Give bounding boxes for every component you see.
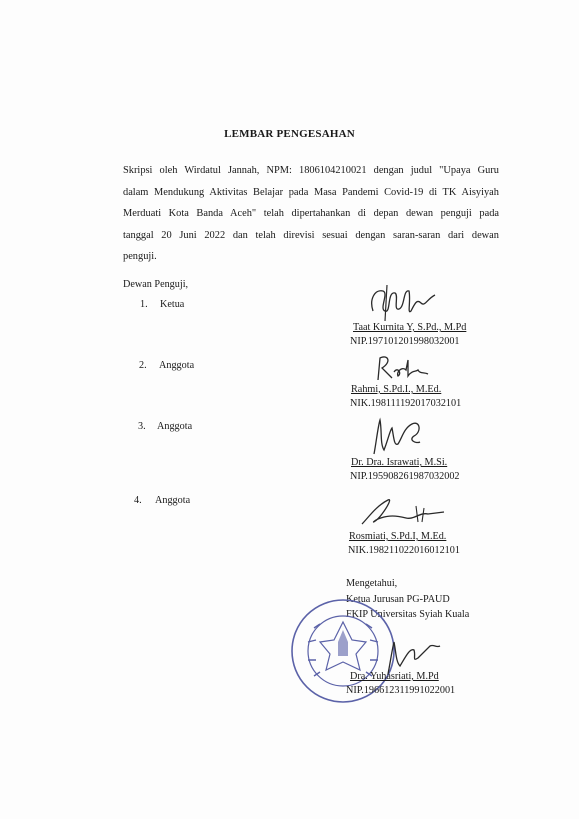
examiner-id: NIP.197101201998032001 [350, 336, 460, 347]
signature-3 [368, 414, 428, 458]
examiner-id: NIP.195908261987032002 [350, 471, 460, 482]
examiner-role: Ketua [160, 299, 185, 310]
paragraph-line: penguji. [123, 251, 157, 262]
approval-label: Mengetahui, [346, 578, 398, 589]
paragraph-line: dalam Mendukung Aktivitas Belajar pada Masa Pandemi Covid-19 di TK Aisyiyah [123, 186, 499, 198]
examiner-role: Anggota [157, 421, 193, 432]
paragraph-line: Merduati Kota Banda Aceh" telah dipertahankan di depan dewan penguji pada [123, 208, 499, 219]
examiner-id: NIK.198211022016012101 [348, 545, 460, 556]
approval-id: NIP.196612311991022001 [346, 685, 456, 696]
examiner-role: Anggota [159, 360, 195, 371]
approval-faculty: FKIP Universitas Syiah Kuala [346, 609, 470, 620]
examiner-name: Dr. Dra. Israwati, M.Si. [351, 457, 448, 468]
examiners-label: Dewan Penguji, [123, 279, 189, 290]
signature-2 [372, 352, 432, 384]
signature-1 [365, 281, 445, 326]
paragraph-line: tanggal 20 Juni 2022 dan telah direvisi sesuai dengan saran-saran dari dewan [123, 229, 499, 241]
examiner-role: Anggota [155, 495, 191, 506]
document-title: LEMBAR PENGESAHAN [224, 128, 355, 140]
examiner-number: 1. [140, 299, 148, 310]
examiner-name: Rahmi, S.Pd.I., M.Ed. [351, 384, 442, 395]
approval-position: Ketua Jurusan PG-PAUD [346, 594, 450, 605]
examiner-number: 3. [138, 421, 146, 432]
examiner-name: Taat Kurnita Y, S.Pd., M.Pd [353, 322, 467, 333]
approval-paragraph [123, 160, 499, 268]
approval-name: Dra. Yuhasriati, M.Pd [350, 671, 439, 682]
examiner-name: Rosmiati, S.Pd.I, M.Ed. [349, 531, 447, 542]
examiner-id: NIK.198111192017032101 [350, 398, 462, 409]
paragraph-line: Skripsi oleh Wirdatul Jannah, NPM: 1806104210021 dengan judul "Upaya Guru [123, 165, 499, 176]
examiner-number: 2. [139, 360, 147, 371]
examiner-number: 4. [134, 495, 142, 506]
signature-4 [358, 492, 448, 528]
